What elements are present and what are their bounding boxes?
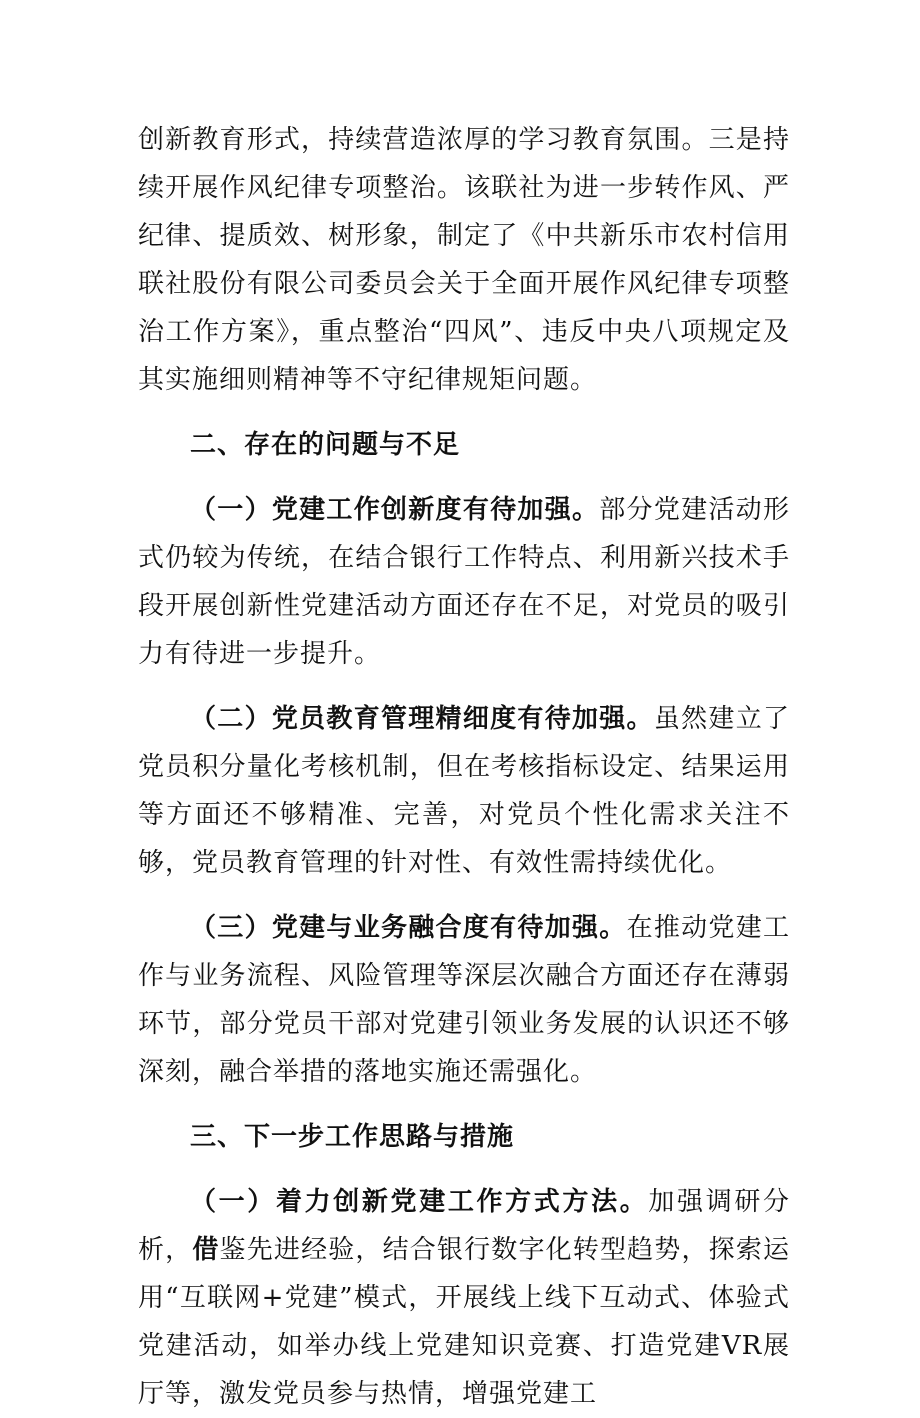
section-heading-next-steps: 三、下一步工作思路与措施 [190, 1122, 515, 1152]
item-body: 部分党建活动形式仍较为传统，在结合银行工作特点、利用新兴技术手段开展创新性党建活动方面还存在不足，对党员的吸引力有待进一步提升。 [138, 495, 790, 669]
item-body: 在推动党建工作与业务流程、风险管理等深层次融合方面还存在薄弱环节，部分党员干部对党建引领业务发展的认识还不够深刻，融合举措的落地实施还需强化。 [138, 913, 790, 1087]
item-body: 鉴先进经验，结合银行数字化转型趋势，探索运用“互联网+党建”模式，开展线上线下互动式、体验式党建活动，如举办线上党建知识竞赛、打造党建VR展厅等，激发党员参与热情，增强党建工 [138, 1235, 790, 1409]
document-body [138, 116, 790, 1418]
paragraph-item-2-1 [138, 486, 790, 678]
item-body-bold-char: 借 [192, 1235, 220, 1265]
item-body: 加强调研分析， [138, 1187, 790, 1265]
item-title: （一）着力创新党建工作方式方法。 [190, 1187, 649, 1217]
paragraph-item-2-2 [138, 695, 790, 887]
section-heading-problems: 二、存在的问题与不足 [190, 430, 461, 460]
paragraph-continuation: 创新教育形式，持续营造浓厚的学习教育氛围。三是持续开展作风纪律专项整治。该联社为进一步转作风、严纪律、提质效、树形象，制定了《中共新乐市农村信用联社股份有限公司委员会关于全面开展作风纪律专项整治工作方案》，重点整治“四风”、违反中央八项规定及其实施细则精神等不守纪律规矩问题。 [138, 125, 790, 395]
paragraph-item-3-1 [138, 1178, 790, 1418]
item-body: 虽然建立了党员积分量化考核机制，但在考核指标设定、结果运用等方面还不够精准、完善，对党员个性化需求关注不够，党员教育管理的针对性、有效性需持续优化。 [138, 704, 790, 878]
item-title: （一）党建工作创新度有待加强。 [190, 495, 600, 525]
item-title: （三）党建与业务融合度有待加强。 [190, 913, 627, 943]
item-title: （二）党员教育管理精细度有待加强。 [190, 704, 654, 734]
paragraph-item-2-3 [138, 904, 790, 1096]
